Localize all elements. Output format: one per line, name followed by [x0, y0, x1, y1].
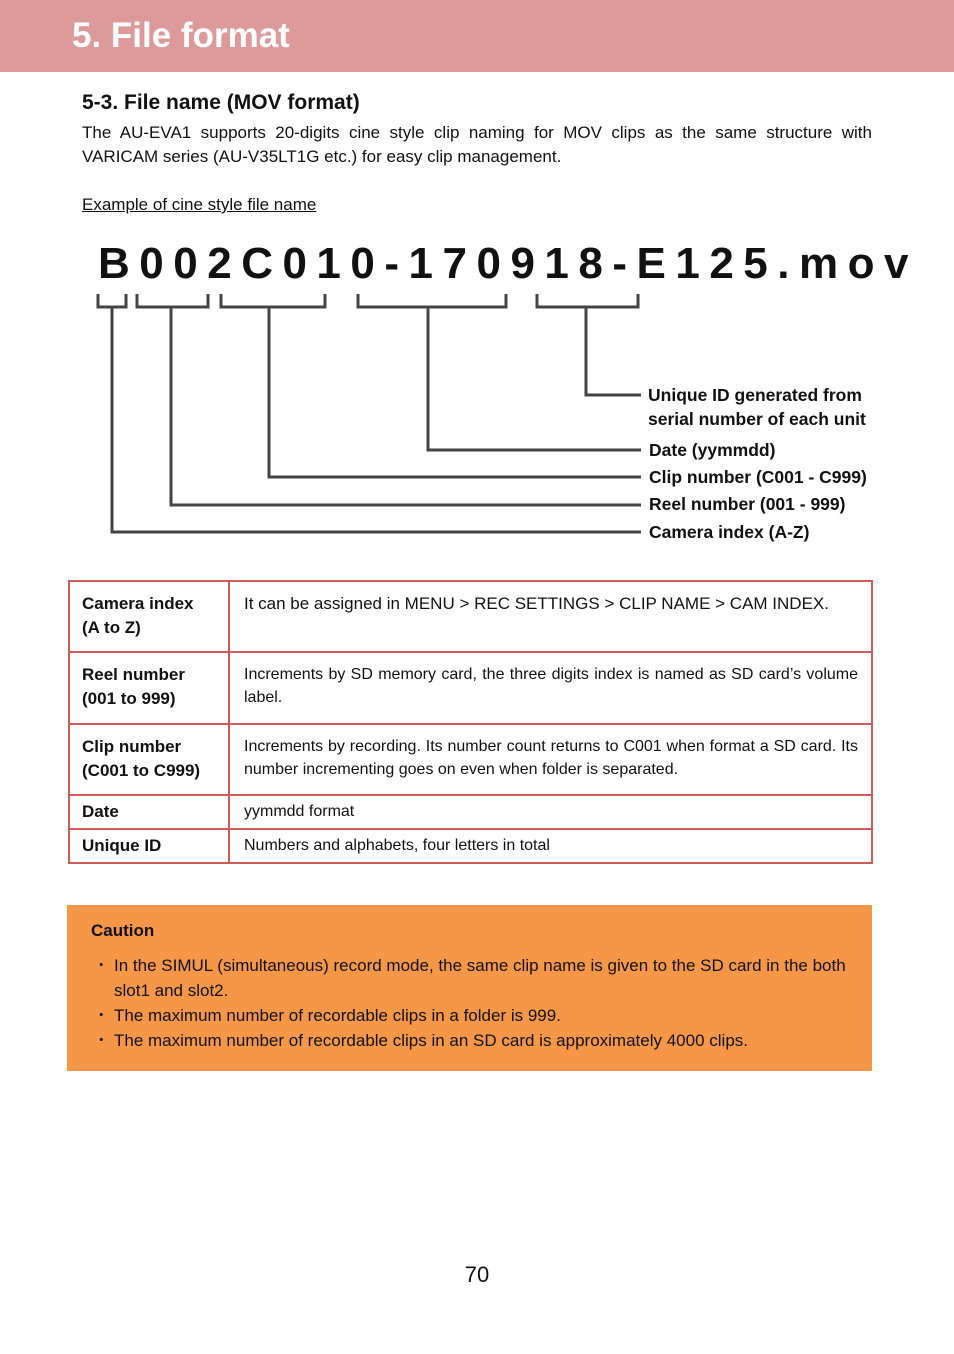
caution-box: [67, 905, 872, 1071]
table-term-cell: Unique ID: [69, 829, 229, 863]
date-bracket: [358, 294, 506, 307]
chapter-title: 5. File format: [72, 16, 290, 55]
list-item: [91, 1028, 856, 1053]
term-label: Camera index: [82, 594, 194, 613]
table-description-cell: Numbers and alphabets, four letters in total: [229, 829, 872, 863]
date-label: Date (yymmdd): [649, 440, 776, 460]
caution-text: The maximum number of recordable clips in a folder is 999.: [114, 1006, 561, 1025]
example-heading: Example of cine style file name: [82, 195, 317, 214]
table-term-cell: [69, 724, 229, 795]
date-connector: [428, 307, 641, 450]
table-term-cell: [69, 581, 229, 652]
term-label: Reel number: [82, 665, 185, 684]
term-range: (A to Z): [82, 618, 141, 637]
caution-title: Caution: [91, 921, 155, 940]
table-row: [69, 724, 872, 795]
unique-id-connector: [586, 307, 641, 395]
example-filename: B002C010-170918-E125.mov: [98, 239, 918, 288]
term-range: (C001 to C999): [82, 761, 201, 780]
camera-index-bracket: [98, 294, 126, 307]
term-label: Clip number: [82, 737, 182, 756]
term-range: (001 to 999): [82, 689, 176, 708]
page-number: 70: [464, 1262, 490, 1287]
table-term-cell: [69, 652, 229, 724]
table-row: [69, 795, 872, 829]
caution-list: [91, 953, 856, 1053]
bullet-icon: ･: [97, 1006, 106, 1025]
intro-paragraph: The AU-EVA1 supports 20-digits cine style clip naming for MOV clips as the same structure with VARICAM series (AU-V35LT1G etc.) for easy clip management.: [82, 123, 872, 166]
clip-number-bracket: [221, 294, 325, 307]
caution-text: In the SIMUL (simultaneous) record mode, the same clip name is given to the SD card in the both slot1 and slot2.: [114, 956, 846, 1000]
table-description-cell: Increments by recording. Its number count returns to C001 when format a SD card. Its number incrementing goes on even when folder is separated.: [229, 724, 872, 795]
unique-id-label-line1: Unique ID generated from: [648, 385, 862, 405]
table-description-cell: Increments by SD memory card, the three digits index is named as SD card’s volume label.: [229, 652, 872, 724]
reel-number-connector: [171, 307, 641, 505]
list-item: [91, 1003, 856, 1028]
unique-id-bracket: [537, 294, 638, 307]
bullet-icon: ･: [97, 1031, 106, 1050]
clip-number-label: Clip number (C001 - C999): [649, 467, 867, 487]
caution-text: The maximum number of recordable clips in an SD card is approximately 4000 clips.: [114, 1031, 748, 1050]
reel-number-bracket: [137, 294, 208, 307]
table-row: [69, 581, 872, 652]
table-row: [69, 829, 872, 863]
camera-index-label: Camera index (A-Z): [649, 522, 810, 542]
camera-index-connector: [112, 307, 641, 532]
reel-number-label: Reel number (001 - 999): [649, 494, 846, 514]
bullet-icon: ･: [97, 956, 106, 975]
list-item: [91, 953, 856, 1003]
table-term-cell: Date: [69, 795, 229, 829]
unique-id-label-line2: serial number of each unit: [648, 409, 866, 429]
filename-fields-table: [68, 580, 873, 864]
table-description-cell: yymmdd format: [229, 795, 872, 829]
section-title: 5-3. File name (MOV format): [82, 91, 360, 114]
table-description-cell: It can be assigned in MENU > REC SETTINGS > CLIP NAME > CAM INDEX.: [229, 581, 872, 652]
table-row: [69, 652, 872, 724]
